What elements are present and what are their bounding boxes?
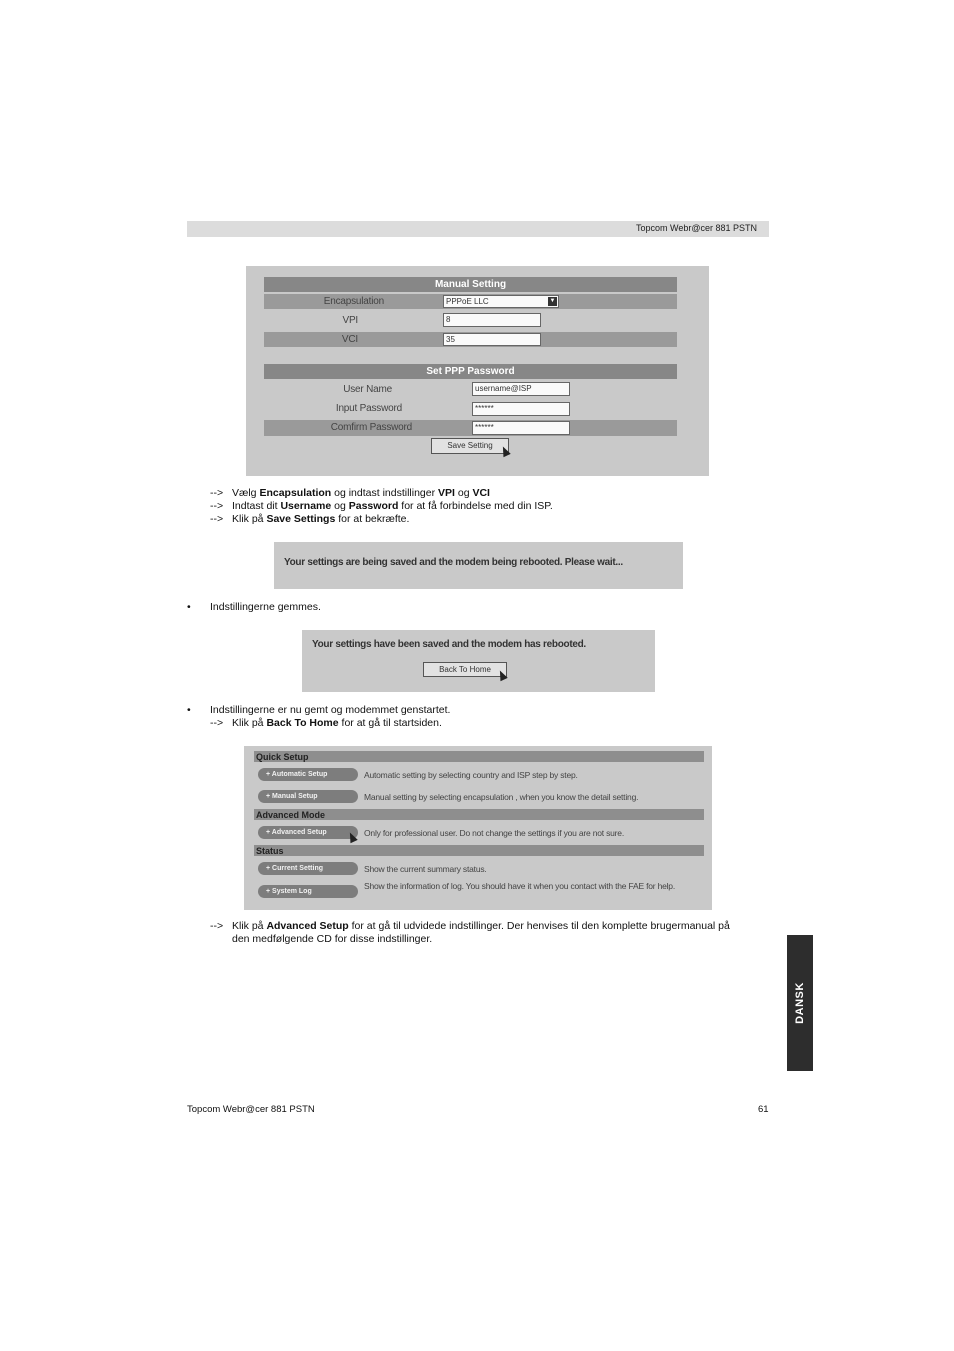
username-label: User Name <box>343 384 392 395</box>
manual-setting-heading-text: Manual Setting <box>434 279 507 290</box>
quick-setup-bar <box>254 751 704 762</box>
language-side-tab <box>787 935 813 1071</box>
automatic-setup-desc: Automatic setting by selecting country and ISP step by step. <box>364 770 578 780</box>
vci-input[interactable]: 35 <box>443 333 541 346</box>
confirm-password-field[interactable]: ****** <box>472 421 570 435</box>
menu-screenshot <box>244 746 712 910</box>
vpi-label: VPI <box>342 315 358 326</box>
back-to-home-button[interactable]: Back To Home <box>423 662 507 677</box>
status-title: Status <box>256 846 284 856</box>
instruction-arrow-3: --> <box>210 513 224 525</box>
username-input[interactable]: username@ISP <box>472 382 570 396</box>
advanced-setup-button[interactable]: + Advanced Setup <box>258 826 358 839</box>
header-title: Topcom Webr@cer 881 PSTN <box>635 223 757 233</box>
manual-setup-button[interactable]: + Manual Setup <box>258 790 358 803</box>
page-number: 61 <box>758 1104 769 1115</box>
instruction-arrow-1: --> <box>210 487 224 499</box>
instruction-line-3: Klik på Save Settings for at bekræfte. <box>232 513 410 525</box>
saving-screenshot <box>274 542 683 589</box>
instruction-line-1: Vælg Encapsulation og indtast indstillinger VPI og VCI <box>232 487 490 499</box>
encapsulation-value: PPPoE LLC <box>446 297 489 306</box>
bullet-mark-1: • <box>187 601 191 613</box>
instruction-arrow-5: --> <box>210 920 224 932</box>
vci-label: VCI <box>341 334 358 345</box>
advanced-setup-desc: Only for professional user. Do not change the settings if you are not sure. <box>364 828 624 838</box>
ppp-heading-text: Set PPP Password <box>426 366 515 377</box>
ppp-heading <box>264 364 677 379</box>
vpi-input[interactable]: 8 <box>443 313 541 327</box>
language-side-tab-label: DANSK <box>794 982 806 1024</box>
encapsulation-label: Encapsulation <box>323 296 384 307</box>
status-bar <box>254 845 704 856</box>
current-setting-button[interactable]: + Current Setting <box>258 862 358 875</box>
input-password-field[interactable]: ****** <box>472 402 570 416</box>
current-setting-desc: Show the current summary status. <box>364 864 487 874</box>
saved-message: Your settings have been saved and the modem has rebooted. <box>312 639 586 650</box>
bullet-mark-2: • <box>187 704 191 716</box>
encapsulation-select[interactable] <box>443 295 559 308</box>
saved-screenshot <box>302 630 655 692</box>
instruction-line-6: den medfølgende CD for disse indstillinger. <box>232 933 433 945</box>
manual-setup-desc: Manual setting by selecting encapsulation , when you know the detail setting. <box>364 792 639 802</box>
manual-setting-screenshot <box>246 266 709 476</box>
input-password-label: Input Password <box>335 403 402 414</box>
manual-setting-heading <box>264 277 677 292</box>
save-setting-button[interactable]: Save Setting <box>431 438 509 454</box>
system-log-button[interactable]: + System Log <box>258 885 358 898</box>
instruction-arrow-2: --> <box>210 500 224 512</box>
confirm-password-label: Comfirm Password <box>330 422 412 433</box>
bullet-text-2: Indstillingerne er nu gemt og modemmet genstartet. <box>210 704 451 716</box>
quick-setup-title: Quick Setup <box>256 752 309 762</box>
cursor-icon <box>499 445 510 457</box>
saving-message: Your settings are being saved and the modem being rebooted. Please wait... <box>284 557 623 568</box>
advanced-mode-title: Advanced Mode <box>256 810 326 820</box>
header-bar <box>187 221 769 237</box>
instruction-arrow-4: --> <box>210 717 224 729</box>
instruction-line-5: Klik på Advanced Setup for at gå til udvidede indstillinger. Der henvises til den komplette brugermanual på <box>232 920 730 932</box>
instruction-line-2: Indtast dit Username og Password for at få forbindelse med din ISP. <box>232 500 553 512</box>
automatic-setup-button[interactable]: + Automatic Setup <box>258 768 358 781</box>
instruction-line-4: Klik på Back To Home for at gå til startsiden. <box>232 717 442 729</box>
footer-product-name: Topcom Webr@cer 881 PSTN <box>187 1104 315 1115</box>
bullet-text-1: Indstillingerne gemmes. <box>210 601 321 613</box>
system-log-desc: Show the information of log. You should have it when you contact with the FAE for help. <box>364 881 675 891</box>
chevron-down-icon: ▼ <box>549 298 556 304</box>
